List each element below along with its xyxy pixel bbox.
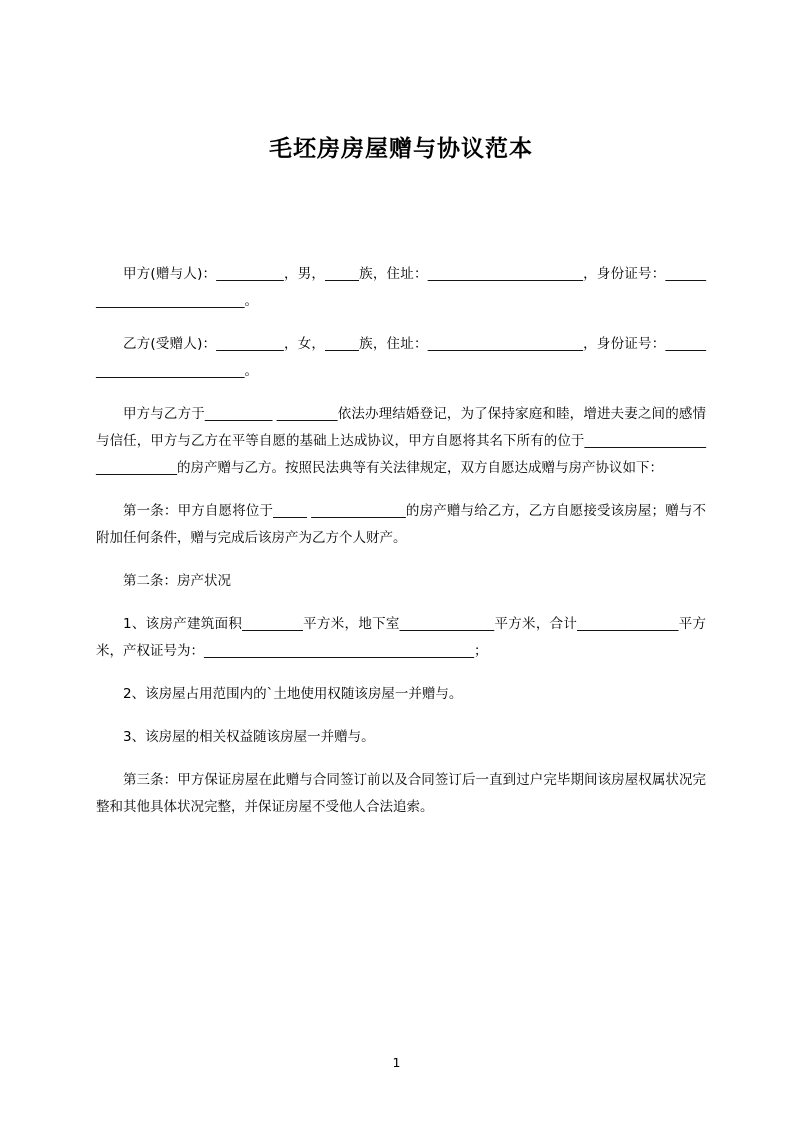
paragraph-preamble: 甲方与乙方于__________ _________依法办理结婚登记，为了保持家庭和睦，增进夫妻之间的感情与信任，甲方与乙方在平等自愿的基础上达成协议，甲方自愿将其名下所有的位于______________________________的房产赠与乙方。按照民法典等有关法律规定，双方自愿达成赠与房产协议如下： (96, 406, 706, 477)
paragraph-article-2-item-2: 2、该房屋占用范围内的`土地使用权随该房屋一并赠与。 (123, 686, 463, 703)
paragraph-article-1: 第一条：甲方自愿将位于_____ ______________的房产赠与给乙方，乙方自愿接受该房屋；赠与不附加任何条件，赠与完成后该房产为乙方个人财产。 (96, 503, 706, 547)
page-number: 1 (392, 1055, 401, 1070)
page-title: 毛坯房房屋赠与协议范本 (269, 136, 533, 162)
paragraph-party-b: 乙方(受赠人)：__________，女，_____族，住址：_______________________，身份证号：____________________________。 (96, 336, 706, 380)
document-content (96, 0, 706, 837)
paragraph-article-3: 第三条：甲方保证房屋在此赠与合同签订前以及合同签订后一直到过户完毕期间该房屋权属状况完整和其他具体状况完整，并保证房屋不受他人合法追索。 (96, 772, 706, 816)
paragraph-article-2-item-3: 3、该房屋的相关权益随该房屋一并赠与。 (123, 729, 375, 746)
paragraph-article-2-title: 第二条：房产状况 (123, 573, 231, 590)
document-body (96, 261, 706, 821)
paragraph-party-a: 甲方(赠与人)：__________，男，_____族，住址：_______________________，身份证号：____________________________。 (96, 266, 706, 310)
paragraph-article-2-item-1: 1、该房产建筑面积_________平方米，地下室______________平方米，合计_______________平方米，产权证号为：________________________________________； (96, 616, 706, 660)
